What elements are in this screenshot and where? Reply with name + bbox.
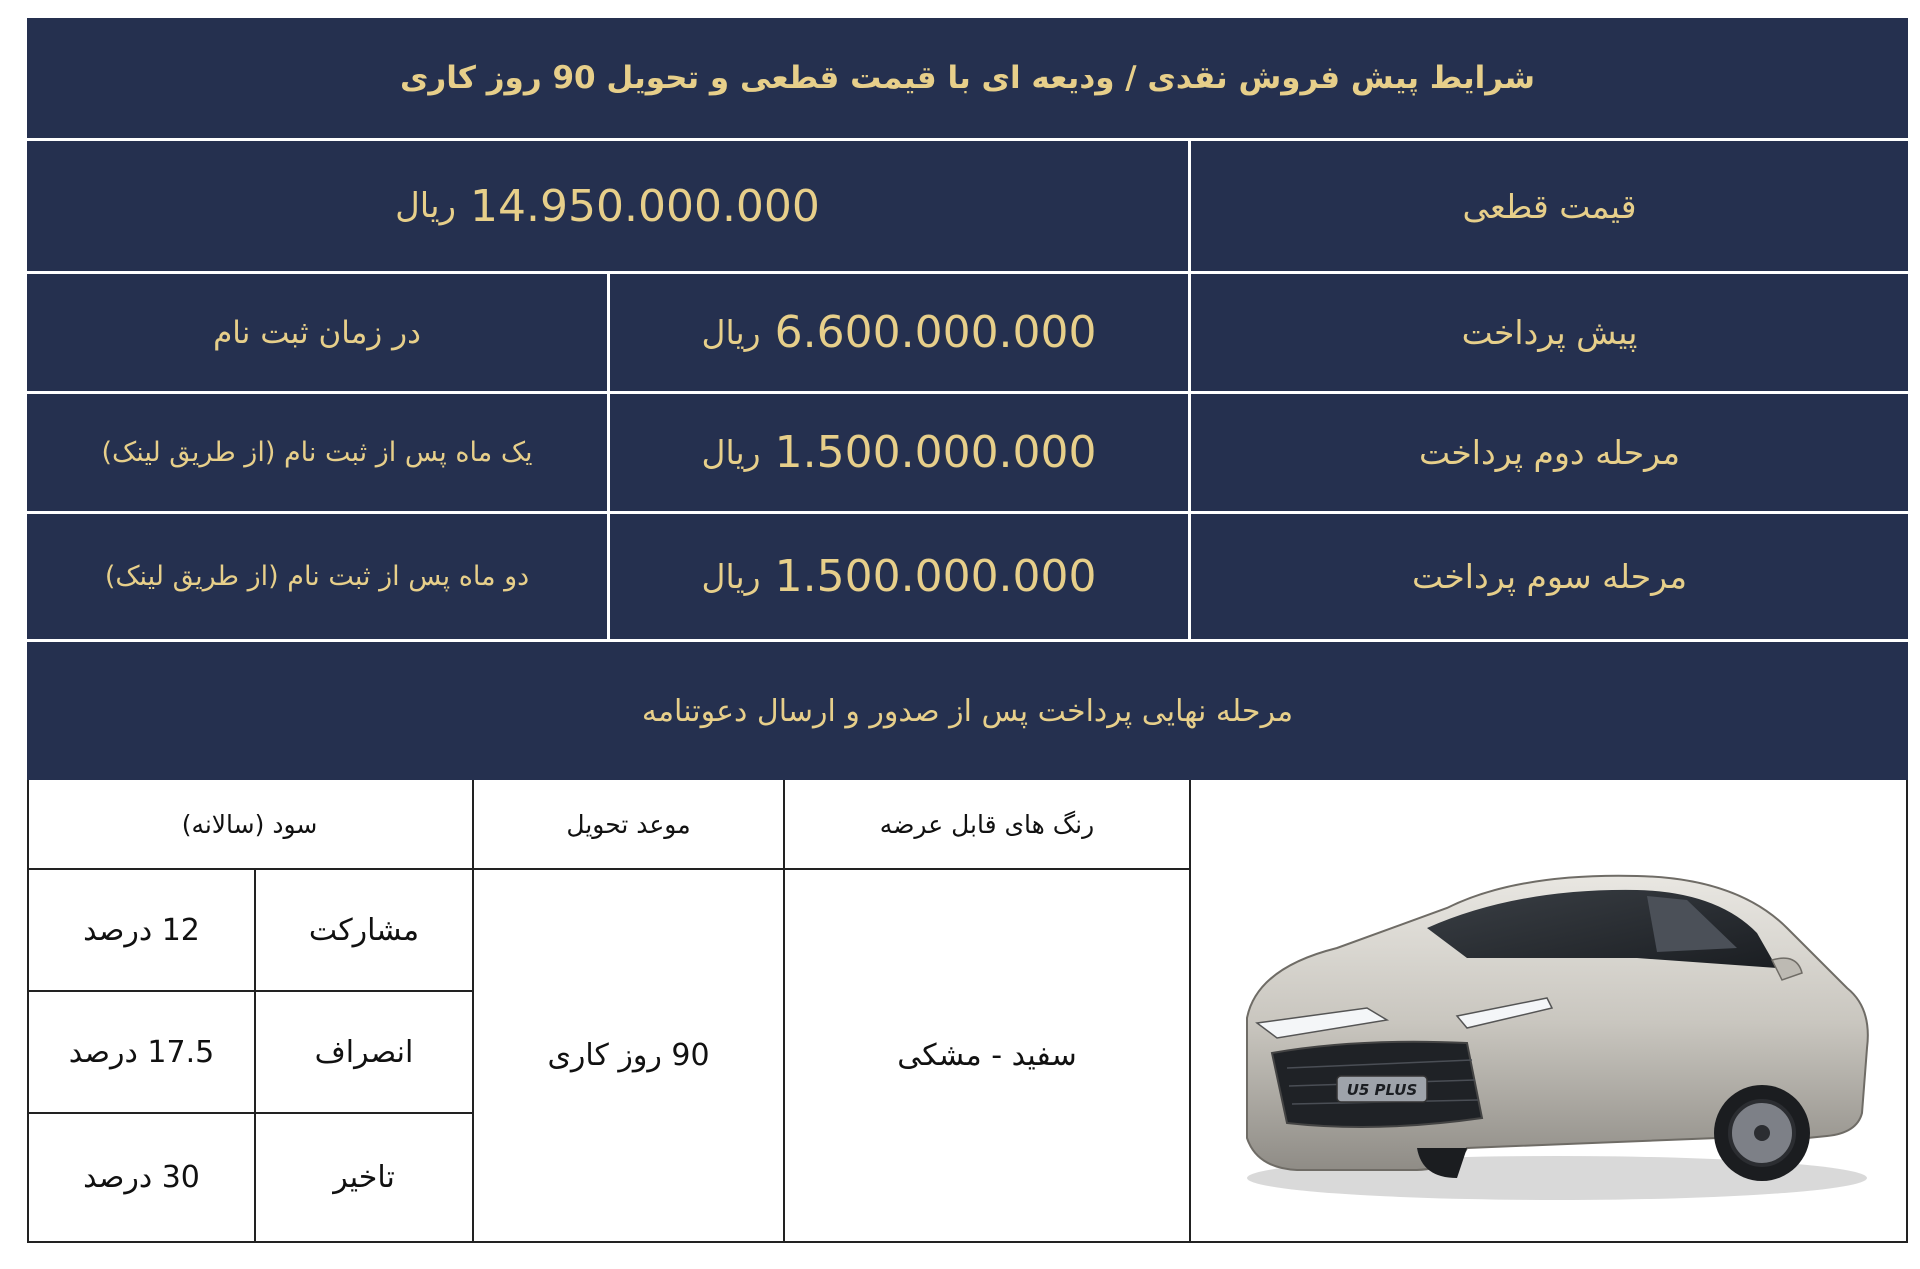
final-price-label: قیمت قطعی — [1462, 186, 1637, 226]
final-price-value — [27, 141, 1188, 271]
colors-header: رنگ های قابل عرضه — [879, 809, 1095, 839]
payment-2-amount: 1.500.000.000 — [774, 427, 1097, 478]
final-price-currency: ریال — [395, 186, 457, 226]
profit-row-value: 30 درصد — [83, 1160, 200, 1195]
presale-table — [27, 18, 1908, 1243]
car-badge: U5 PLUS — [1346, 1081, 1418, 1099]
payment-3-when: دو ماه پس از ثبت نام (از طریق لینک) — [104, 561, 530, 592]
profit-row-value: 17.5 درصد — [68, 1034, 215, 1070]
border — [1189, 780, 1191, 1243]
delivery-header: موعد تحویل — [566, 809, 691, 839]
car-image — [1217, 848, 1887, 1208]
payment-1-amount: 6.600.000.000 — [774, 307, 1097, 358]
profit-row-value: 12 درصد — [83, 912, 200, 948]
payment-1-value — [610, 274, 1188, 391]
payment-1-when: در زمان ثبت نام — [213, 314, 421, 351]
profit-row-label: تاخیر — [333, 1160, 395, 1195]
payment-2-value — [610, 394, 1188, 511]
payment-3-currency: ریال — [701, 557, 761, 596]
profit-row-label: مشارکت — [308, 912, 420, 948]
payment-1-label: پیش پرداخت — [1461, 313, 1638, 352]
page-title: شرایط پیش فروش نقدی / ودیعه ای با قیمت قطعی و تحویل 90 روز کاری — [399, 60, 1536, 96]
border — [27, 1241, 1908, 1243]
border — [1906, 780, 1908, 1243]
final-stage-note: مرحله نهایی پرداخت پس از صدور و ارسال دعوتنامه — [641, 693, 1294, 729]
profit-header: سود (سالانه) — [181, 809, 318, 839]
colors-value: سفید - مشکی — [897, 1038, 1077, 1073]
payment-3-amount: 1.500.000.000 — [774, 551, 1097, 602]
payment-3-label: مرحله سوم پرداخت — [1411, 557, 1688, 596]
payment-3-value — [610, 514, 1188, 639]
profit-row-label: انصراف — [314, 1034, 414, 1070]
delivery-value: 90 روز کاری — [547, 1038, 710, 1073]
payment-2-when: یک ماه پس از ثبت نام (از طریق لینک) — [101, 437, 533, 468]
final-price-amount: 14.950.000.000 — [470, 180, 820, 232]
payment-2-currency: ریال — [701, 433, 761, 472]
payment-2-label: مرحله دوم پرداخت — [1419, 433, 1681, 472]
payment-1-currency: ریال — [701, 313, 761, 352]
